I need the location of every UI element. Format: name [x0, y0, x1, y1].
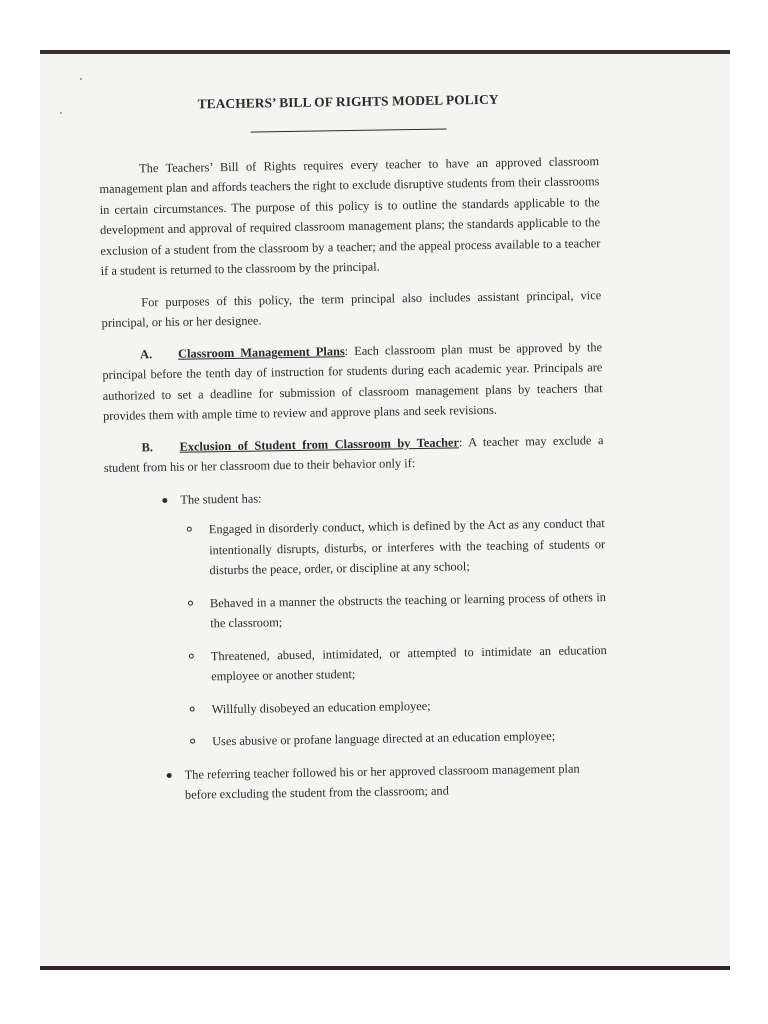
- section-b-heading: Exclusion of Student from Classroom by Teacher: [179, 434, 460, 454]
- scan-speck: [60, 112, 62, 114]
- sub-item-text: Threatened, abused, intimidated, or attempted to intimidate an education employee or another student;: [210, 642, 607, 684]
- section-b-label: B.: [141, 439, 153, 454]
- scan-speck: [80, 78, 82, 80]
- section-a-label: A.: [139, 346, 153, 361]
- section-a-heading: Classroom Management Plans: [177, 343, 345, 361]
- section-a-paragraph: [102, 337, 603, 427]
- hollow-bullet-icon: [190, 739, 195, 744]
- hollow-bullet-icon: [187, 527, 192, 532]
- bullet-icon: [162, 497, 167, 502]
- list-item: [181, 513, 606, 581]
- bullet-text: The student has:: [180, 490, 262, 507]
- definition-paragraph: For purposes of this policy, the term principal also includes assistant principal, vice principal, or his or her designee.: [101, 287, 602, 330]
- hollow-bullet-icon: [190, 706, 195, 711]
- hollow-bullet-icon: [189, 653, 194, 658]
- section-b-paragraph: [103, 430, 604, 479]
- section-b-text: : A teacher may exclude a student from his or her classroom due to their behavior only if:: [103, 432, 604, 475]
- list-item: [183, 640, 608, 688]
- list-item: [104, 483, 608, 754]
- document-title: TEACHERS’ BILL OF RIGHTS MODEL POLICY: [197, 91, 499, 112]
- bullet-icon: [167, 772, 172, 777]
- list-item: [184, 725, 608, 752]
- student-behaviors-list: [181, 513, 609, 752]
- section-a-text: : Each classroom plan must be approved by the principal before the tenth day of instruction for students during each academic year. Principals are authorized to set a deadline for submission of classroom management plans by teachers that provides them with ample time to review and approve plans and seek revisions.: [102, 339, 603, 423]
- sub-item-text: Behaved in a manner the obstructs the teaching or learning process of others in the classroom;: [209, 589, 607, 631]
- title-underline: [251, 128, 447, 132]
- sub-item-text: Willfully disobeyed an education employee;: [211, 698, 431, 716]
- list-item: [182, 587, 607, 635]
- hollow-bullet-icon: [188, 600, 193, 605]
- intro-paragraph: The Teachers’ Bill of Rights requires every teacher to have an approved classroom management plan and affords teachers the right to exclude disruptive students from their classrooms in certain circumstances. The purpose of this policy is to outline the standards applicable to the development and approval of required classroom management plans; the standards applicable to the exclusion of a student from the classroom by a teacher; and the appeal process available to a teacher if a student is returned to the classroom by the principal.: [99, 153, 601, 278]
- list-item: [183, 693, 607, 720]
- list-item: [109, 758, 610, 807]
- exclusion-conditions-list: [104, 483, 609, 807]
- sub-item-text: Engaged in disorderly conduct, which is defined by the Act as any conduct that intentionally disrupts, disturbs, or interferes with the teaching of students or disturbs the peace, order, or discipline at any school;: [208, 516, 606, 578]
- document-body: [98, 88, 609, 806]
- sub-item-text: Uses abusive or profane language directed at an education employee;: [212, 728, 556, 749]
- bullet-text: The referring teacher followed his or her approved classroom management plan before excluding the student from the classroom; and: [184, 761, 580, 802]
